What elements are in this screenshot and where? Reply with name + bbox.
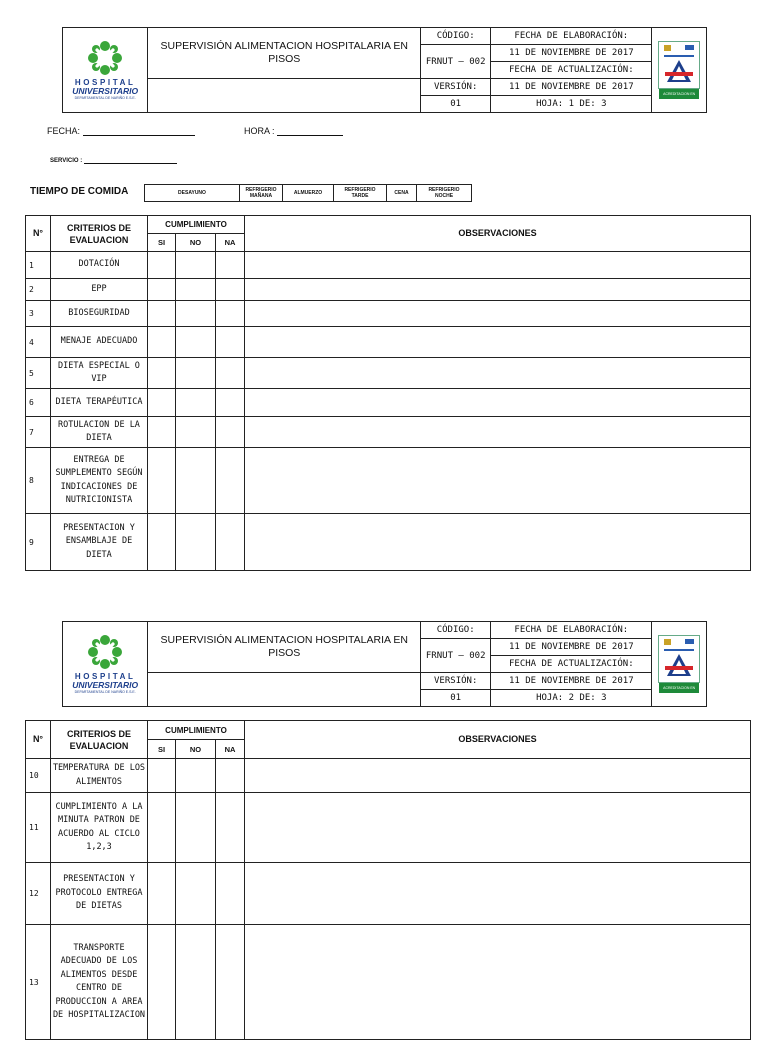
- table-row: [26, 863, 751, 925]
- check-na[interactable]: [216, 279, 245, 301]
- logo-text-hospital: HOSPITAL: [74, 77, 136, 87]
- check-na[interactable]: [216, 358, 245, 389]
- fecha-elaboracion-label: FECHA DE ELABORACIÓN:: [491, 28, 652, 45]
- row-criterio: MENAJE ADECUADO: [51, 327, 148, 358]
- row-number: 11: [26, 793, 51, 863]
- check-si[interactable]: [148, 301, 176, 327]
- table-row: [26, 417, 751, 448]
- observacion-cell[interactable]: [245, 279, 751, 301]
- table-row: [26, 514, 751, 571]
- col-n: N°: [26, 721, 51, 759]
- fecha-actualizacion-value: 11 DE NOVIEMBRE DE 2017: [491, 79, 652, 96]
- check-si[interactable]: [148, 417, 176, 448]
- col-criterios: CRITERIOS DE EVALUACION: [51, 721, 148, 759]
- check-no[interactable]: [176, 925, 216, 1040]
- observacion-cell[interactable]: [245, 925, 751, 1040]
- table-row: [26, 301, 751, 327]
- check-na[interactable]: [216, 793, 245, 863]
- hora-label: HORA :: [244, 126, 275, 136]
- check-na[interactable]: [216, 301, 245, 327]
- criteria-table-2: [25, 720, 751, 1040]
- table-row: [26, 759, 751, 793]
- document-header-1: [62, 27, 707, 113]
- row-number: 9: [26, 514, 51, 571]
- logo-text-dept: DEPARTAMENTAL DE NARIÑO E.S.E.: [74, 95, 136, 100]
- row-number: 13: [26, 925, 51, 1040]
- table-row: [26, 358, 751, 389]
- col-si: SI: [148, 234, 176, 252]
- check-si[interactable]: [148, 358, 176, 389]
- empty-title-area: [148, 673, 421, 707]
- hospital-logo-cell: [63, 622, 148, 707]
- codigo-label: CÓDIGO:: [421, 622, 491, 639]
- table-row: [26, 327, 751, 358]
- hospital-logo-cell: [63, 28, 148, 113]
- row-number: 8: [26, 448, 51, 514]
- version-label: VERSIÓN:: [421, 79, 491, 96]
- fecha-actualizacion-label: FECHA DE ACTUALIZACIÓN:: [491, 656, 652, 673]
- acreditacion-band: ACREDITACION EN SALUD: [659, 683, 699, 693]
- observacion-cell[interactable]: [245, 301, 751, 327]
- row-number: 1: [26, 252, 51, 279]
- row-criterio: EPP: [51, 279, 148, 301]
- check-si[interactable]: [148, 252, 176, 279]
- col-no: NO: [176, 740, 216, 759]
- col-no: NO: [176, 234, 216, 252]
- observacion-cell[interactable]: [245, 252, 751, 279]
- hoja-label: HOJA: 1 DE: 3: [491, 96, 652, 113]
- fecha-actualizacion-value: 11 DE NOVIEMBRE DE 2017: [491, 673, 652, 690]
- table-row: [26, 448, 751, 514]
- servicio-line[interactable]: [84, 157, 177, 164]
- table-row: [26, 279, 751, 301]
- row-number: 2: [26, 279, 51, 301]
- check-no[interactable]: [176, 301, 216, 327]
- check-no[interactable]: [176, 863, 216, 925]
- row-criterio: BIOSEGURIDAD: [51, 301, 148, 327]
- row-criterio: PRESENTACION Y PROTOCOLO ENTREGA DE DIETAS: [51, 863, 148, 925]
- page-title: SUPERVISIÓN ALIMENTACION HOSPITALARIA EN PISOS: [148, 622, 421, 673]
- check-na[interactable]: [216, 863, 245, 925]
- acreditacion-logo: [652, 41, 706, 106]
- hoja-label: HOJA: 2 DE: 3: [491, 690, 652, 707]
- col-na: NA: [216, 234, 245, 252]
- version-label: VERSIÓN:: [421, 673, 491, 690]
- fecha-elaboracion-value: 11 DE NOVIEMBRE DE 2017: [491, 45, 652, 62]
- observacion-cell[interactable]: [245, 759, 751, 793]
- col-n: N°: [26, 216, 51, 252]
- row-criterio: TRANSPORTE ADECUADO DE LOS ALIMENTOS DESDE CENTRO DE PRODUCCION A AREA DE HOSPITALIZACION: [51, 925, 148, 1040]
- row-criterio: ROTULACION DE LA DIETA: [51, 417, 148, 448]
- logo-text-universitario: UNIVERSITARIO: [72, 679, 139, 690]
- observacion-cell[interactable]: [245, 863, 751, 925]
- meal-refrigerio-manana[interactable]: REFRIGERIO MAÑANA: [240, 185, 283, 202]
- col-cumplimiento: CUMPLIMIENTO: [148, 216, 245, 234]
- fecha-elaboracion-value: 11 DE NOVIEMBRE DE 2017: [491, 639, 652, 656]
- observacion-cell[interactable]: [245, 417, 751, 448]
- fecha-line[interactable]: [83, 127, 195, 136]
- document-header-2: [62, 621, 707, 707]
- check-si[interactable]: [148, 389, 176, 417]
- row-criterio: DIETA ESPECIAL O VIP: [51, 358, 148, 389]
- row-criterio: CUMPLIMIENTO A LA MINUTA PATRON DE ACUERDO AL CICLO 1,2,3: [51, 793, 148, 863]
- meal-cena[interactable]: CENA: [387, 185, 417, 202]
- row-number: 5: [26, 358, 51, 389]
- observacion-cell[interactable]: [245, 793, 751, 863]
- row-criterio: DOTACIÓN: [51, 252, 148, 279]
- check-si[interactable]: [148, 863, 176, 925]
- table-row: [26, 793, 751, 863]
- fecha-label: FECHA:: [47, 126, 81, 136]
- check-no[interactable]: [176, 793, 216, 863]
- check-na[interactable]: [216, 448, 245, 514]
- check-no[interactable]: [176, 417, 216, 448]
- check-no[interactable]: [176, 759, 216, 793]
- check-na[interactable]: [216, 252, 245, 279]
- meal-refrigerio-tarde[interactable]: REFRIGERIO TARDE: [334, 185, 387, 202]
- col-cumplimiento: CUMPLIMIENTO: [148, 721, 245, 740]
- codigo-value: FRNUT – 002: [421, 639, 491, 673]
- acreditacion-band: ACREDITACION EN SALUD: [659, 89, 699, 99]
- check-si[interactable]: [148, 448, 176, 514]
- check-si[interactable]: [148, 759, 176, 793]
- hora-field[interactable]: [244, 126, 343, 136]
- check-na[interactable]: [216, 389, 245, 417]
- observacion-cell[interactable]: [245, 358, 751, 389]
- check-na[interactable]: [216, 925, 245, 1040]
- check-si[interactable]: [148, 327, 176, 358]
- table-row: [26, 925, 751, 1040]
- check-no[interactable]: [176, 327, 216, 358]
- check-na[interactable]: [216, 327, 245, 358]
- empty-title-area: [148, 79, 421, 113]
- meal-times-table: [144, 184, 472, 202]
- row-criterio: DIETA TERAPÉUTICA: [51, 389, 148, 417]
- row-number: 4: [26, 327, 51, 358]
- logo-text-hospital: HOSPITAL: [74, 671, 136, 681]
- row-number: 10: [26, 759, 51, 793]
- observacion-cell[interactable]: [245, 448, 751, 514]
- row-criterio: PRESENTACION Y ENSAMBLAJE DE DIETA: [51, 514, 148, 571]
- row-criterio: TEMPERATURA DE LOS ALIMENTOS: [51, 759, 148, 793]
- acreditacion-logo: [652, 635, 706, 700]
- col-observaciones: OBSERVACIONES: [245, 721, 751, 759]
- meal-refrigerio-noche[interactable]: REFRIGERIO NOCHE: [417, 185, 472, 202]
- hospital-cross-icon: [87, 634, 123, 670]
- acreditacion-seal-icon: [658, 635, 700, 683]
- observacion-cell[interactable]: [245, 389, 751, 417]
- observacion-cell[interactable]: [245, 514, 751, 571]
- version-value: 01: [421, 96, 491, 113]
- check-si[interactable]: [148, 925, 176, 1040]
- meal-almuerzo[interactable]: ALMUERZO: [283, 185, 334, 202]
- check-no[interactable]: [176, 389, 216, 417]
- row-criterio: ENTREGA DE SUMPLEMENTO SEGÚN INDICACIONES DE NUTRICIONISTA: [51, 448, 148, 514]
- table-row: [26, 252, 751, 279]
- check-na[interactable]: [216, 417, 245, 448]
- row-number: 6: [26, 389, 51, 417]
- col-si: SI: [148, 740, 176, 759]
- col-observaciones: OBSERVACIONES: [245, 216, 751, 252]
- check-no[interactable]: [176, 514, 216, 571]
- page-title: SUPERVISIÓN ALIMENTACION HOSPITALARIA EN PISOS: [148, 28, 421, 79]
- check-si[interactable]: [148, 514, 176, 571]
- check-no[interactable]: [176, 358, 216, 389]
- codigo-value: FRNUT – 002: [421, 45, 491, 79]
- tiempo-de-comida-label: TIEMPO DE COMIDA: [30, 186, 129, 197]
- row-number: 7: [26, 417, 51, 448]
- fecha-field[interactable]: [47, 126, 195, 136]
- table-row: [26, 389, 751, 417]
- col-na: NA: [216, 740, 245, 759]
- check-no[interactable]: [176, 448, 216, 514]
- acreditacion-logo-cell: [652, 622, 707, 707]
- version-value: 01: [421, 690, 491, 707]
- row-number: 12: [26, 863, 51, 925]
- check-no[interactable]: [176, 279, 216, 301]
- meal-desayuno[interactable]: DESAYUNO: [145, 185, 240, 202]
- fecha-actualizacion-label: FECHA DE ACTUALIZACIÓN:: [491, 62, 652, 79]
- hora-line[interactable]: [277, 127, 343, 136]
- check-na[interactable]: [216, 759, 245, 793]
- acreditacion-seal-icon: [658, 41, 700, 89]
- check-no[interactable]: [176, 252, 216, 279]
- codigo-label: CÓDIGO:: [421, 28, 491, 45]
- servicio-field[interactable]: [50, 157, 177, 164]
- logo-text-dept: DEPARTAMENTAL DE NARIÑO E.S.E.: [74, 689, 136, 694]
- logo-text-universitario: UNIVERSITARIO: [72, 85, 139, 96]
- observacion-cell[interactable]: [245, 327, 751, 358]
- acreditacion-logo-cell: [652, 28, 707, 113]
- fecha-elaboracion-label: FECHA DE ELABORACIÓN:: [491, 622, 652, 639]
- hospital-logo: [63, 634, 147, 695]
- col-criterios: CRITERIOS DE EVALUACION: [51, 216, 148, 252]
- check-si[interactable]: [148, 279, 176, 301]
- criteria-table-1: [25, 215, 751, 571]
- check-si[interactable]: [148, 793, 176, 863]
- hospital-cross-icon: [87, 40, 123, 76]
- servicio-label: SERVICIO :: [50, 158, 83, 164]
- check-na[interactable]: [216, 514, 245, 571]
- hospital-logo: [63, 40, 147, 101]
- row-number: 3: [26, 301, 51, 327]
